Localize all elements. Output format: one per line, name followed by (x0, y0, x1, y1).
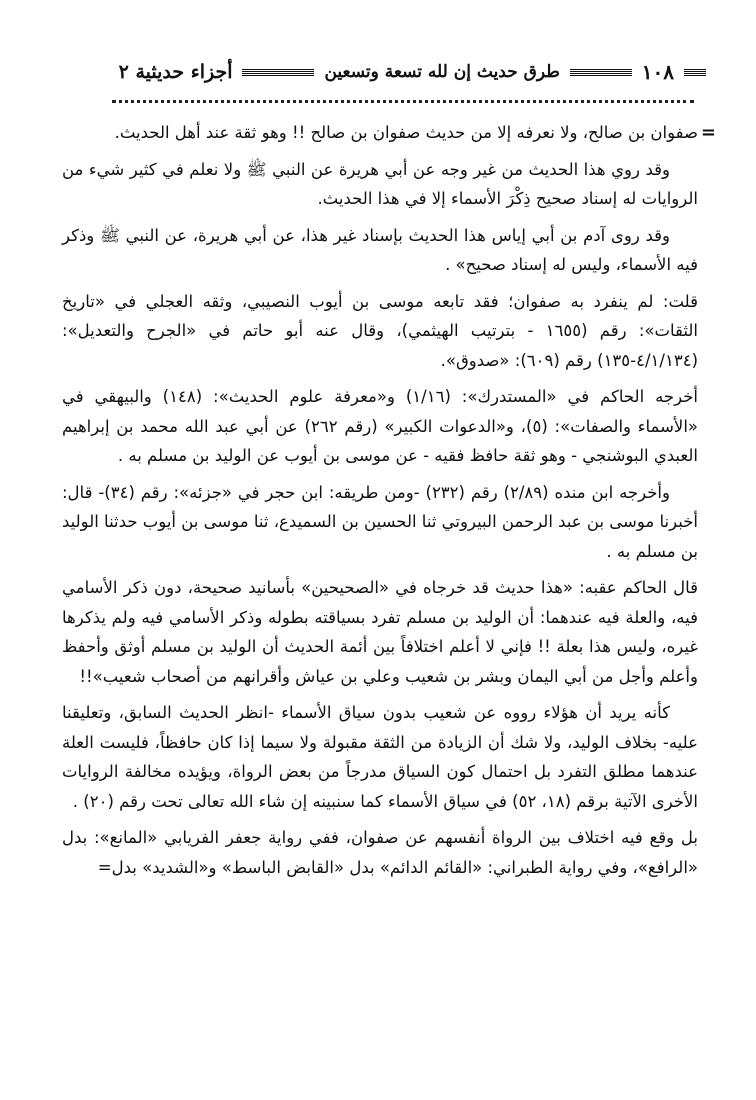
header-rule (684, 69, 706, 76)
paragraph: قال الحاكم عقبه: «هذا حديث قد خرجاه في «الصحيحين» بأسانيد صحيحة، دون ذكر الأسامي فيه، والعلة فيه عندهما: أن الوليد بن مسلم تفرد بسياقته بطوله وذكر الأسامي فيه ولم يذكرها غيره، وليس هذا بعلة !! فإني لا أعلم اختلافاً بين أئمة الحديث أن الوليد بن مسلم أوثق وأحفظ وأعلم وأجل من أبي اليمان وبشر بن شعيب وعلي بن عياش وأقرانهم من أصحاب شعيب»!! (62, 578, 698, 686)
paragraph: وأخرجه ابن منده (٢/٨٩) رقم (٢٣٢) -ومن طريقه: ابن حجر في «جزئه»: رقم (٣٤)- قال: أخبرنا موسى بن عبد الرحمن البيروتي ثنا الحسين بن السميدع، ثنا موسى بن أيوب حدثنا الوليد بن مسلم به . (62, 482, 698, 561)
paragraph: وقد روي هذا الحديث من غير وجه عن أبي هريرة عن النبي ﷺ ولا نعلم في كثير شيء من الروايات له إسناد صحيح ذِكْرَ الأسماء إلا في هذا الحديث. (62, 159, 698, 208)
header-rule (242, 69, 314, 76)
paragraph: صفوان بن صالح، ولا نعرفه إلا من حديث صفوان بن صالح !! وهو ثقة عند أهل الحديث. (114, 123, 698, 142)
header-rule (570, 69, 632, 76)
continuation-mark: = (700, 122, 716, 143)
running-header (58, 55, 706, 89)
chapter-title: طرق حديث إن لله تسعة وتسعين (324, 62, 560, 82)
page-number: ١٠٨ (641, 60, 674, 84)
footnote-text (62, 118, 698, 889)
book-title: أجزاء حديثية ٢ (118, 61, 233, 83)
paragraph: أخرجه الحاكم في «المستدرك»: (١/١٦) و«معرفة علوم الحديث»: (١٤٨) والبيهقي في «الأسماء والصفات»: (٥)، و«الدعوات الكبير» (رقم ٢٦٢) عن أبي عبد الله محمد بن إبراهيم العبدي البوشنجي - وهو ثقة حافظ فقيه - عن موسى بن أيوب عن الوليد بن مسلم به . (62, 387, 699, 465)
paragraph: قلت: لم ينفرد به صفوان؛ فقد تابعه موسى بن أيوب النصيبي، وثقه العجلي في «تاريخ الثقات»: رقم (١٦٥٥ - بترتيب الهيثمي)، وقال عنه أبو حاتم في «الجرح والتعديل»: (٤/١/١٣٤-١٣٥) رقم (٦٠٩): «صدوق». (62, 291, 698, 370)
paragraph: وقد روى آدم بن أبي إياس هذا الحديث بإسناد غير هذا، عن أبي هريرة، عن النبي ﷺ وذكر فيه الأسماء، وليس له إسناد صحيح» . (62, 225, 698, 274)
paragraph: كأنه يريد أن هؤلاء رووه عن شعيب بدون سياق الأسماء -انظر الحديث السابق، وتعليقنا عليه- بخلاف الوليد، ولا شك أن الزيادة من الثقة مقبولة ولا سيما إذا كان حافظاً، فليست العلة عندهما مطلق التفرد بل احتمال كون السياق مدرجاً من بعض الرواة، ويؤيده مخالفة الروايات الأخرى الآتية برقم (١٨، ٥٢) في سياق الأسماء كما سنبينه إن شاء الله تعالى تحت رقم (٢٠) . (62, 703, 698, 811)
dotted-separator (112, 100, 694, 103)
paragraph: بل وقع فيه اختلاف بين الرواة أنفسهم عن صفوان، ففي رواية جعفر الفريابي «المانع»: بدل «الرافع»، وفي رواية الطبراني: «القائم الدائم» بدل «القابض الباسط» و«الشديد» بدل= (62, 828, 698, 877)
